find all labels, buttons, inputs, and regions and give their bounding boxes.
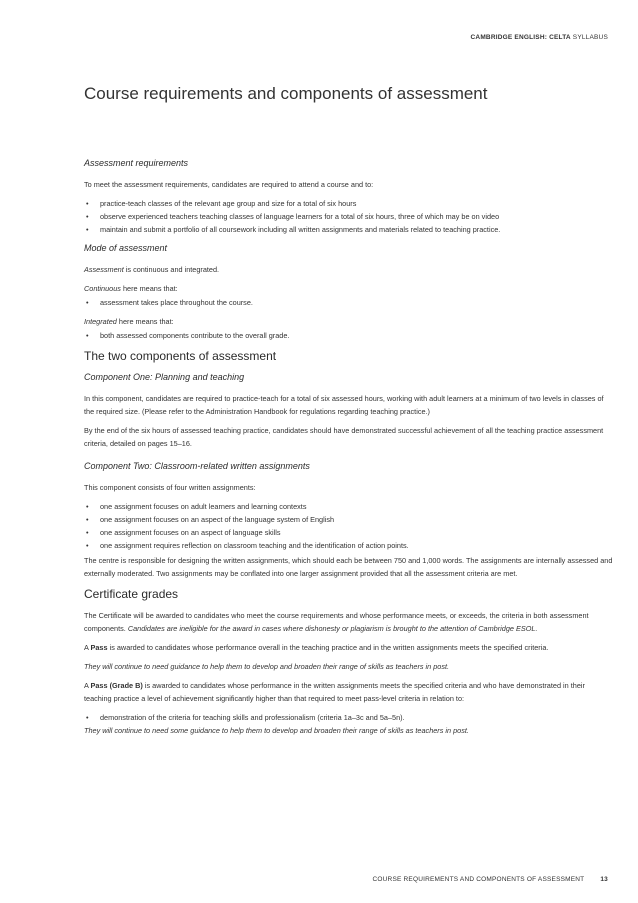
- mode-list-2: [84, 329, 614, 342]
- list-item: • practice-teach classes of the relevant age group and size for a total of six hours: [84, 197, 614, 210]
- mode-line-2-em: Continuous: [84, 284, 121, 293]
- mode-list-1: [84, 296, 614, 309]
- pass-note: They will continue to need guidance to help them to develop and broaden their range of skills as teachers in post.: [84, 662, 450, 671]
- pass-b-list: [84, 711, 614, 724]
- footer-text: COURSE REQUIREMENTS AND COMPONENTS OF ASSESSMENT: [372, 876, 585, 883]
- mode-line-3: [84, 315, 614, 328]
- mode-line-3-rest: here means that:: [116, 317, 174, 326]
- page-content: [84, 157, 614, 743]
- component-two-intro: This component consists of four written assignments:: [84, 483, 256, 492]
- header-rest: SYLLABUS: [570, 34, 608, 41]
- running-header: [471, 34, 608, 41]
- mode-line-2: [84, 282, 614, 295]
- pass-b-label: Pass (Grade B): [90, 681, 143, 690]
- list-item: • maintain and submit a portfolio of all coursework including all written assignments and materials related to teaching practice.: [84, 223, 614, 236]
- component-one-p2: By the end of the six hours of assessed teaching practice, candidates should have demonstrated successful achievement of all the teaching practice assessment criteria, detailed on pages 15–16.: [84, 426, 604, 448]
- grades-paragraph-1: [84, 609, 614, 635]
- list-item: • one assignment requires reflection on classroom teaching and the identification of action points.: [84, 539, 614, 552]
- pass-b-paragraph: [84, 679, 614, 705]
- list-item: • one assignment focuses on an aspect of the language system of English: [84, 513, 614, 526]
- pass-c: is awarded to candidates whose performance overall in the teaching practice and in the written assignments meets the specified criteria.: [107, 643, 549, 652]
- grades-p1-text: The Certificate will be awarded to candidates who meet the course requirements and whose performance meets, or exceeds, the criteria in both assessment components.: [84, 611, 589, 633]
- assessment-requirements-heading: Assessment requirements: [84, 158, 189, 168]
- pass-paragraph: [84, 641, 614, 654]
- list-item: • observe experienced teachers teaching classes of language learners for a total of six hours, three of which may be on video: [84, 210, 614, 223]
- list-item: • demonstration of the criteria for teaching skills and professionalism (criteria 1a–3c and 5a–5n).: [84, 711, 614, 724]
- certificate-grades-heading: Certificate grades: [84, 587, 179, 601]
- assessment-requirements-list: [84, 197, 614, 236]
- component-two-paragraph: The centre is responsible for designing the written assignments, which should each be between 750 and 1,000 words. The assignments are internally assessed and externally moderated. Two assignments may be conflated into one larger assignment provided that all the assessment criteria are met.: [84, 556, 613, 578]
- mode-heading: Mode of assessment: [84, 243, 168, 253]
- mode-line-3-em: Integrated: [84, 317, 117, 326]
- page-title: Course requirements and components of assessment: [84, 84, 488, 103]
- component-one-heading: Component One: Planning and teaching: [84, 372, 245, 382]
- mode-line-1-em: Assessment: [84, 265, 124, 274]
- page-number: 13: [600, 876, 608, 883]
- mode-line-1-rest: is continuous and integrated.: [123, 265, 220, 274]
- running-footer: [373, 876, 609, 883]
- list-item: • both assessed components contribute to the overall grade.: [84, 329, 614, 342]
- two-components-heading: The two components of assessment: [84, 349, 277, 363]
- pass-b-a: A: [84, 681, 91, 690]
- header-brand: CAMBRIDGE ENGLISH: CELTA: [470, 34, 571, 41]
- grades-p1-em: Candidates are ineligible for the award in cases where dishonesty or plagiarism is brought to the attention of Cambridge ESOL.: [127, 624, 538, 633]
- list-item: • one assignment focuses on adult learners and learning contexts: [84, 500, 614, 513]
- pass-a: A: [84, 643, 91, 652]
- list-item: • assessment takes place throughout the course.: [84, 296, 614, 309]
- mode-line-1: [84, 263, 614, 276]
- list-item: • one assignment focuses on an aspect of language skills: [84, 526, 614, 539]
- mode-line-2-rest: here means that:: [120, 284, 178, 293]
- pass-b-note: They will continue to need some guidance to help them to develop and broaden their range of skills as teachers in post.: [84, 726, 469, 735]
- component-one-p1: In this component, candidates are required to practice-teach for a total of six assessed hours, working with adult learners at a minimum of two levels in classes of the required size. (Please refer to the Administration Handbook for regulations regarding teaching practice.): [84, 394, 604, 416]
- component-two-heading: Component Two: Classroom-related written assignments: [84, 461, 310, 471]
- pass-b-c: is awarded to candidates whose performance in the written assignments meets the specified criteria and who have demonstrated in their teaching practice a level of achievement significantly higher than that required to meet pass-level criteria in relation to:: [84, 681, 585, 703]
- assessment-requirements-intro: To meet the assessment requirements, candidates are required to attend a course and to:: [84, 180, 374, 189]
- component-two-list: [84, 500, 614, 552]
- pass-label: Pass: [90, 643, 108, 652]
